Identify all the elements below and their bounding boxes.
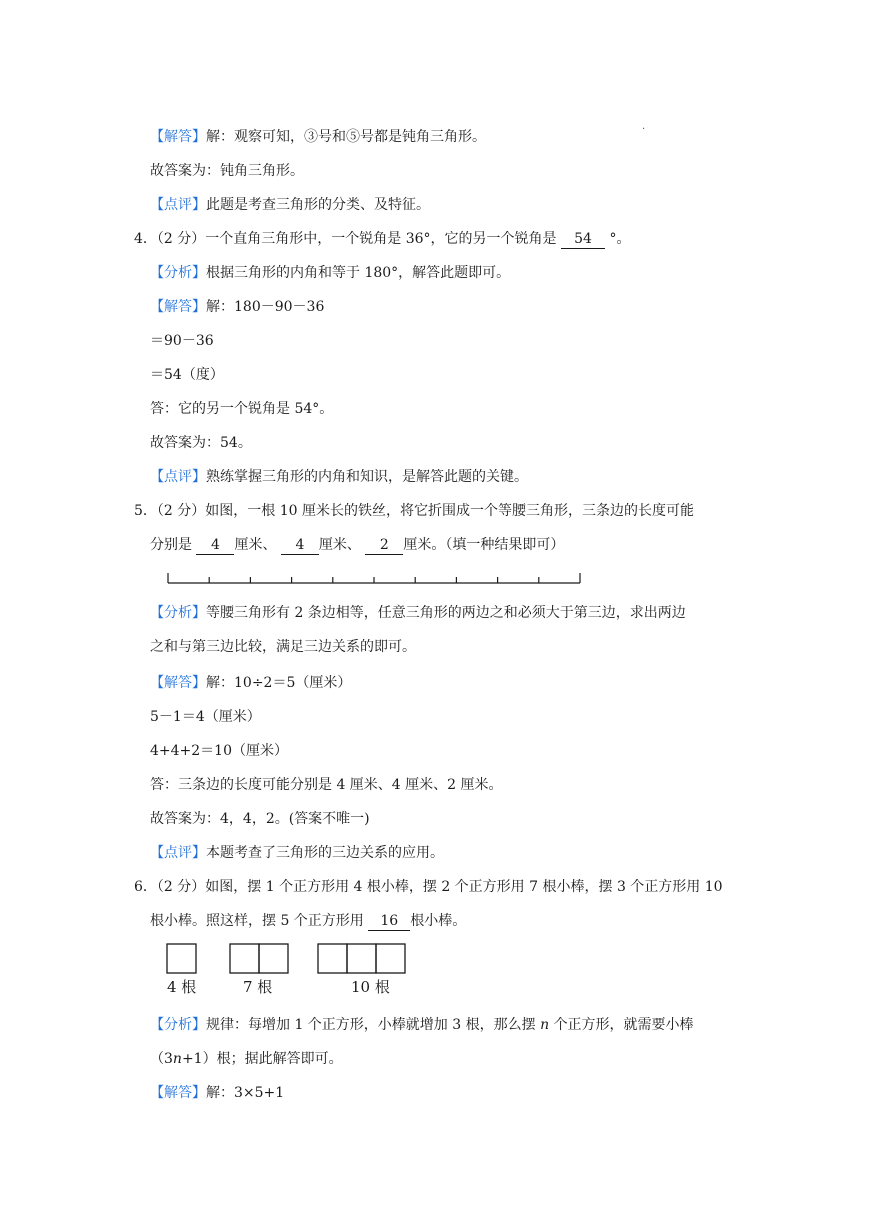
answer-label: 【解答】 bbox=[150, 299, 206, 315]
q5-blank-1: 4 bbox=[196, 536, 234, 555]
q6-analysis-variable: n bbox=[172, 1051, 182, 1067]
q5-answer-text: 解：10÷2＝5（厘米） bbox=[206, 675, 352, 691]
stick-square bbox=[230, 944, 259, 973]
analysis-label: 【分析】 bbox=[150, 265, 206, 281]
square-group-2 bbox=[230, 944, 288, 973]
figure-label-3: 10 根 bbox=[351, 978, 390, 996]
q6-analysis bbox=[150, 1015, 694, 1035]
q4-stem-b: °。 bbox=[609, 231, 631, 247]
q5-unit-1: 厘米、 bbox=[234, 537, 277, 553]
q6-analysis-line1a: 规律：每增加 1 个正方形，小棒就增加 3 根，那么摆 bbox=[206, 1017, 536, 1033]
q5-stem-line1: 5．（2 分）如图，一根 10 厘米长的铁丝，将它折围成一个等腰三角形，三条边的长度可能 bbox=[134, 503, 694, 519]
q4-comment bbox=[150, 467, 528, 487]
figure-label-2: 7 根 bbox=[243, 978, 273, 996]
q3-final-answer: 故答案为：钝角三角形。 bbox=[150, 163, 304, 179]
q3-answer bbox=[150, 127, 486, 147]
q6-stem-line2 bbox=[150, 911, 466, 931]
q5-stem-line2 bbox=[150, 535, 564, 555]
q4-reply: 答：它的另一个锐角是 54°。 bbox=[150, 401, 334, 417]
q4-answer-text: 解：180－90－36 bbox=[206, 299, 325, 315]
q5-stem-a: 分别是 bbox=[150, 537, 192, 553]
q5-blank-3: 2 bbox=[365, 536, 403, 555]
wire-ruler-figure bbox=[166, 572, 584, 586]
squares-figure bbox=[165, 942, 410, 976]
figure-label-1: 4 根 bbox=[167, 978, 197, 996]
q4-final-answer: 故答案为：54。 bbox=[150, 435, 252, 451]
q6-stem-a: 根小棒。照这样，摆 5 个正方形用 bbox=[150, 913, 364, 929]
comment-label: 【点评】 bbox=[150, 469, 206, 485]
q5-final-answer: 故答案为：4，4，2。(答案不唯一) bbox=[150, 811, 370, 827]
q4-stem-a: 4．（2 分）一个直角三角形中，一个锐角是 36°，它的另一个锐角是 bbox=[134, 231, 557, 247]
q5-analysis-line2: 之和与第三边比较，满足三边关系的即可。 bbox=[150, 639, 416, 655]
q5-step1: 5－1＝4（厘米） bbox=[150, 709, 261, 725]
q4-step1: ＝90－36 bbox=[150, 333, 214, 349]
comment-label: 【点评】 bbox=[150, 845, 206, 861]
q6-analysis-variable: n bbox=[540, 1017, 550, 1033]
stick-square bbox=[318, 944, 347, 973]
q5-analysis bbox=[150, 603, 686, 623]
q3-answer-text: 解：观察可知，③号和⑤号都是钝角三角形。 bbox=[206, 129, 486, 145]
q5-comment bbox=[150, 843, 444, 863]
q5-unit-2: 厘米、 bbox=[318, 537, 361, 553]
q5-answer bbox=[150, 673, 351, 693]
answer-label: 【解答】 bbox=[150, 1085, 206, 1101]
q6-analysis-line1b: 个正方形，就需要小棒 bbox=[553, 1017, 694, 1033]
q5-reply: 答：三条边的长度可能分别是 4 厘米、4 厘米、2 厘米。 bbox=[150, 777, 503, 793]
q6-analysis-line2 bbox=[150, 1049, 343, 1069]
stick-square bbox=[167, 944, 196, 973]
q6-analysis-line2a: （3 bbox=[150, 1051, 173, 1067]
q4-step2: ＝54（度） bbox=[150, 367, 224, 383]
q5-blank-2: 4 bbox=[281, 536, 319, 555]
answer-label: 【解答】 bbox=[150, 129, 206, 145]
q6-answer-text: 解：3×5+1 bbox=[206, 1085, 285, 1101]
q6-analysis-line2b: +1）根；据此解答即可。 bbox=[181, 1051, 343, 1067]
q3-comment-text: 此题是考查三角形的分类、及特征。 bbox=[206, 197, 430, 213]
stick-square bbox=[376, 944, 405, 973]
square-group-1 bbox=[167, 944, 196, 973]
stray-mark: · bbox=[642, 124, 646, 135]
q4-answer bbox=[150, 297, 324, 317]
q4-stem bbox=[134, 229, 630, 249]
analysis-label: 【分析】 bbox=[150, 1017, 206, 1033]
q5-comment-text: 本题考查了三角形的三边关系的应用。 bbox=[206, 845, 444, 861]
q6-stem-b: 根小棒。 bbox=[410, 913, 467, 929]
q5-step2: 4+4+2＝10（厘米） bbox=[150, 743, 288, 759]
stick-square bbox=[347, 944, 376, 973]
square-group-3 bbox=[318, 944, 405, 973]
q3-comment bbox=[150, 195, 430, 215]
q4-blank-answer: 54 bbox=[561, 230, 605, 249]
q5-analysis-line1: 等腰三角形有 2 条边相等，任意三角形的两边之和必须大于第三边，求出两边 bbox=[206, 605, 686, 621]
q5-stem-b: 厘米。（填一种结果即可） bbox=[403, 537, 565, 553]
q4-analysis bbox=[150, 263, 510, 283]
q4-comment-text: 熟练掌握三角形的内角和知识，是解答此题的关键。 bbox=[206, 469, 528, 485]
q4-analysis-text: 根据三角形的内角和等于 180°，解答此题即可。 bbox=[206, 265, 511, 281]
answer-label: 【解答】 bbox=[150, 675, 206, 691]
q6-stem-line1: 6．（2 分）如图，摆 1 个正方形用 4 根小棒，摆 2 个正方形用 7 根小棒，摆 3 个正方形用 10 bbox=[134, 879, 723, 895]
q6-blank-answer: 16 bbox=[368, 912, 410, 931]
stick-square bbox=[259, 944, 288, 973]
comment-label: 【点评】 bbox=[150, 197, 206, 213]
q6-answer bbox=[150, 1083, 284, 1103]
analysis-label: 【分析】 bbox=[150, 605, 206, 621]
